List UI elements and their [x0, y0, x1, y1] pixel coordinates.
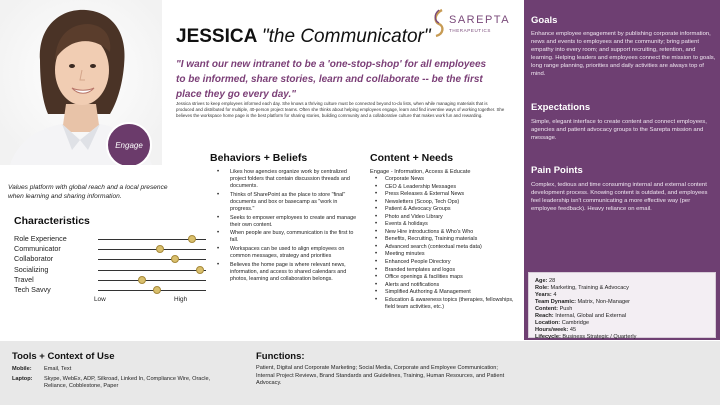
list-item: • CEO & Leadership Messages	[372, 184, 522, 192]
list-item: • Meeting minutes	[372, 251, 522, 259]
characteristic-row	[14, 285, 194, 295]
stat-lifecycle: Lifecycle: Business Strategic / Quarterly	[535, 334, 637, 340]
list-item: • Events & holidays	[372, 221, 522, 229]
list-item: • Office openings & facilities maps	[372, 274, 522, 282]
tools-title: Tools + Context of Use	[12, 351, 115, 362]
expectations-title: Expectations	[531, 102, 591, 113]
list-item: • Seeks to empower employees to create and manage their own content.	[213, 215, 363, 229]
stat-team-dynamic: Team Dynamic: Matrix, Non-Manager	[535, 299, 631, 305]
bottom-bar	[0, 341, 720, 405]
list-item: • Thinks of SharePoint as the place to store "final" documents and box or basecamp as "work in progress."	[213, 192, 363, 213]
goals-text: Enhance employee engagement by publishing corporate information, news and events to employees and the community; bring patient empathy into every room; and support recruiting, retention, and learning. Helping leaders and employees connect the mission to goals, long range planning, priorities and daily activities are always top of mind.	[531, 31, 716, 78]
characteristic-level-marker	[196, 266, 204, 274]
content-needs-list	[372, 176, 522, 312]
characteristic-level-marker	[188, 235, 196, 243]
characteristic-label: Socializing	[14, 265, 49, 274]
list-item: • Alerts and notifications	[372, 282, 522, 290]
characteristic-scale	[98, 270, 206, 271]
list-item: • Newsletters (Scoop, Tech Ops)	[372, 199, 522, 207]
list-item: • Benefits, Recruiting, Training materials	[372, 236, 522, 244]
pain-points-text: Complex, tedious and time consuming internal and external content development process. Knowing content is outdated, and employees feel leadership isn't communicating a more effective way (per employee feedback). Heavy reliance on email.	[531, 182, 708, 213]
scale-low-label: Low	[94, 296, 106, 303]
characteristic-scale	[98, 259, 206, 260]
content-needs-heading: Engage - Information, Access & Educate	[370, 169, 471, 175]
characteristic-row	[14, 244, 194, 254]
stat-role: Role: Marketing, Training & Advocacy	[535, 285, 629, 291]
scale-high-label: High	[174, 296, 188, 303]
persona-stats	[528, 272, 716, 338]
goals-title: Goals	[531, 15, 558, 26]
pain-points-title: Pain Points	[531, 165, 583, 176]
list-item: • Education & awareness topics (therapies, fellowships, field team activities, etc.)	[372, 297, 522, 312]
tools-mobile-label: Mobile:	[12, 366, 32, 372]
stat-hours: Hours/week: 45	[535, 327, 577, 333]
company-logo	[432, 8, 512, 38]
list-item: • Workspaces can be used to align employees on common messages, strategy and priorities	[213, 246, 363, 260]
list-item: • Corporate News	[372, 176, 522, 184]
characteristics-title: Characteristics	[14, 215, 90, 227]
list-item: • Photo and Video Library	[372, 214, 522, 222]
tools-mobile-value: Email, Text	[44, 366, 72, 372]
list-item: • Press Releases & External News	[372, 191, 522, 199]
characteristic-level-marker	[171, 255, 179, 263]
characteristic-label: Tech Savvy	[14, 285, 51, 294]
functions-title: Functions:	[256, 351, 305, 362]
list-item: • Advanced search (contextual meta data)	[372, 244, 522, 252]
logo-subtitle: THERAPEUTICS	[449, 28, 491, 33]
list-item: • Believes the home page is where relevant news, information, and access to shared calendars and photos, learning and collaboration belongs.	[213, 262, 363, 283]
engage-badge-label: Engage	[115, 140, 143, 150]
characteristic-scale	[98, 290, 206, 291]
list-item: • New Hire introductions & Who's Who	[372, 229, 522, 237]
stat-reach: Reach: Internal, Global and External	[535, 313, 627, 319]
behaviors-title: Behaviors + Beliefs	[210, 152, 308, 164]
characteristic-label: Role Experience	[14, 234, 67, 243]
characteristic-label: Collaborator	[14, 254, 54, 263]
persona-photo	[0, 0, 162, 165]
persona-bio: Jessica strives to keep employees informed each day. She knows a thriving culture must be connected beyond to-do lists, when while managing materials that is produced and distributed for multiple, 40-person project teams. Often she thinks about helping employees engage, learn and find inventive ways of working together. She believes the workspace home page is the best platform for sharing stories, building community and a collaborative culture that makes work fun and rewarding.	[176, 101, 505, 119]
stat-years: Years: 4	[535, 292, 557, 298]
characteristic-scale	[98, 249, 206, 250]
characteristic-row	[14, 275, 194, 285]
persona-nickname: "the Communicator"	[261, 26, 431, 47]
persona-title	[176, 26, 431, 48]
characteristic-level-marker	[156, 245, 164, 253]
persona-quote: "I want our new intranet to be a 'one-stop-shop' for all employees to be informed, share stories, learn and collaborate -- be the first place they go every day."	[176, 59, 487, 100]
characteristic-label: Communicator	[14, 244, 61, 253]
characteristic-label: Travel	[14, 275, 34, 284]
list-item: • Patient & Advocacy Groups	[372, 206, 522, 214]
tools-laptop-label: Laptop:	[12, 376, 33, 382]
logo-name: SAREPTA	[449, 14, 511, 26]
characteristic-row	[14, 234, 194, 244]
list-item: • Likes how agencies organize work by centralized project folders that contain discussion threads and documents.	[213, 169, 363, 190]
tools-laptop-value: Skype, WebEx, ADP, Silkroad, Linked In, Compliance Wire, Oracle, Reliance, Cobblestone, Paper	[44, 376, 211, 389]
stat-age: Age: 28	[535, 278, 556, 284]
characteristic-row	[14, 254, 194, 264]
characteristic-scale	[98, 280, 206, 281]
stat-content: Content: Push	[535, 306, 573, 312]
characteristic-level-marker	[138, 276, 146, 284]
functions-text: Patient, Digital and Corporate Marketing; Social Media, Corporate and Employee Communication; Internal Project Reviews, Brand Standards and Guidelines, Training, Human Resources, and Patient Advocacy.	[256, 365, 505, 386]
values-statement: Values platform with global reach and a local presence when learning and sharing information.	[8, 184, 168, 200]
characteristic-level-marker	[153, 286, 161, 294]
list-item: • Simplified Authoring & Management	[372, 289, 522, 297]
list-item: • Branded templates and logos	[372, 267, 522, 275]
persona-name: JESSICA	[176, 26, 257, 47]
expectations-text: Simple, elegant interface to create content and connect employees, agencies and patient advocacy groups to the Sarepta mission and message.	[531, 119, 707, 142]
list-item: • When people are busy, communication is the first to fall.	[213, 230, 363, 244]
logo-mark-icon	[432, 8, 446, 38]
behaviors-list	[213, 169, 363, 284]
content-needs-title: Content + Needs	[370, 152, 454, 164]
stat-location: Location: Cambridge	[535, 320, 590, 326]
characteristic-row	[14, 265, 194, 275]
list-item: • Enhanced People Directory	[372, 259, 522, 267]
engage-badge	[106, 122, 152, 165]
